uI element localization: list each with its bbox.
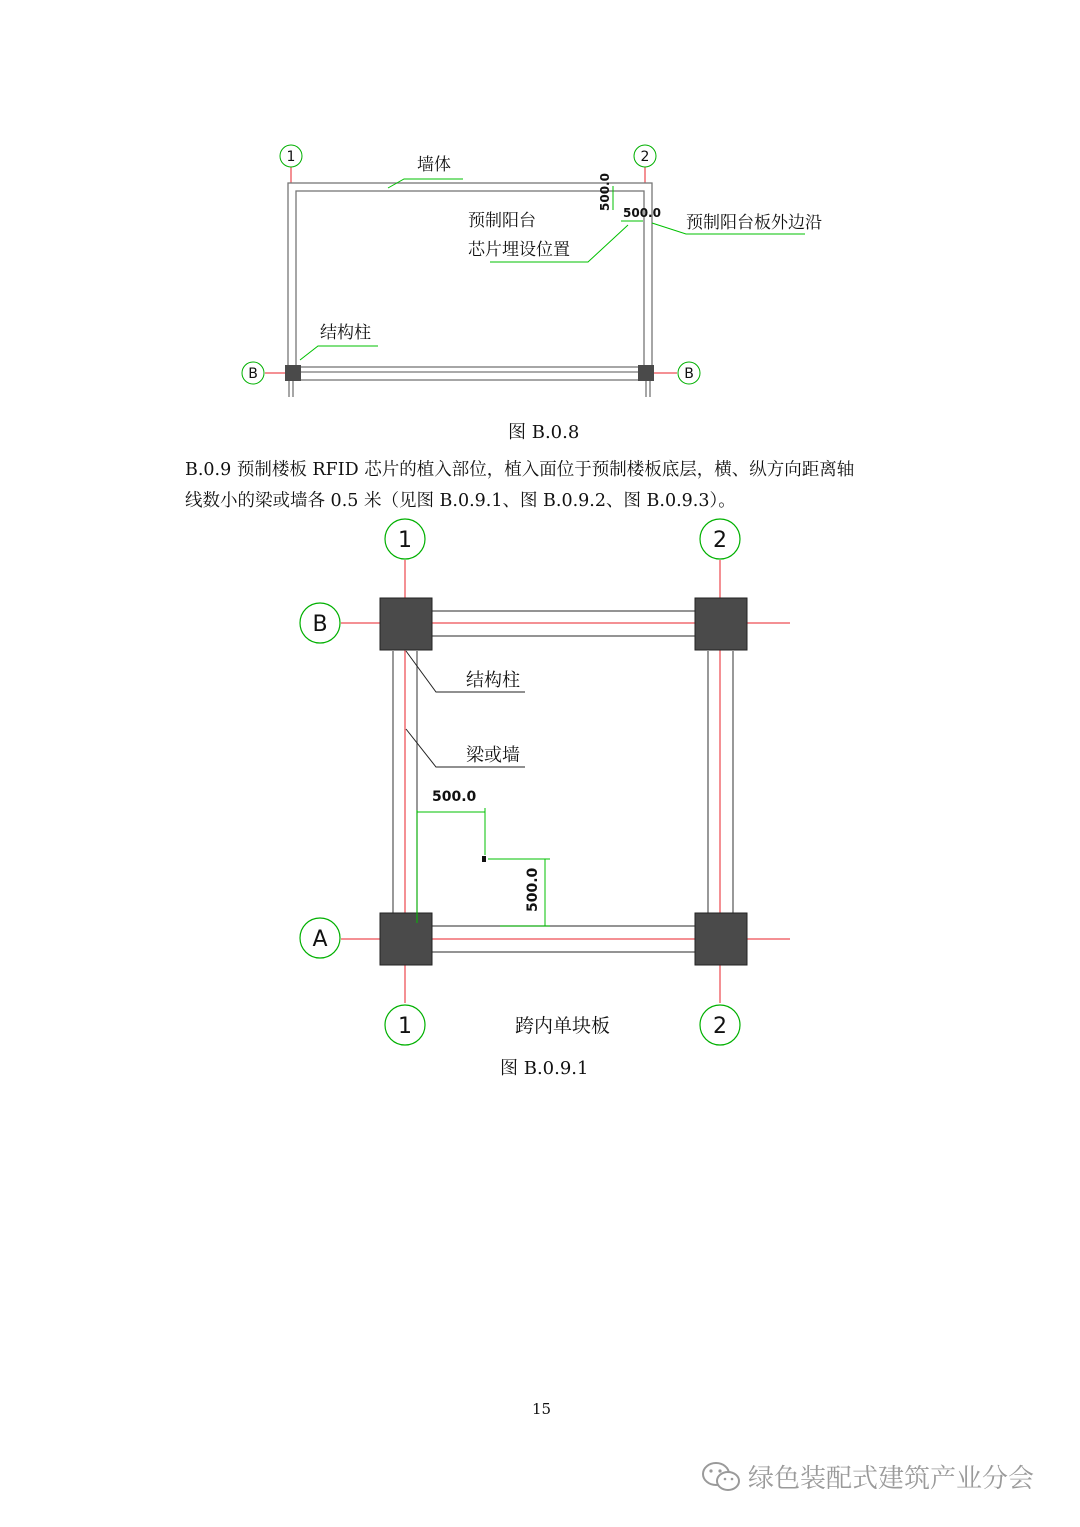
axis-label-a: A: [312, 927, 328, 952]
axis-label-2-bottom: 2: [713, 1014, 727, 1039]
column-br: [695, 913, 747, 965]
axis-label-1-top: 1: [398, 528, 412, 553]
axis-label-b-right: B: [684, 366, 694, 382]
dim-vertical-label: 500.0: [598, 173, 612, 211]
axis-label-b: B: [312, 612, 328, 637]
watermark-text: 绿色装配式建筑产业分会: [748, 1464, 1035, 1494]
wechat-icon: [700, 1460, 742, 1494]
axis-label-2-top: 2: [713, 528, 727, 553]
axis-label-2: 2: [640, 149, 650, 165]
label-chip-line1: 预制阳台: [468, 211, 536, 231]
label-column: 结构柱: [466, 670, 520, 691]
label-column: 结构柱: [320, 323, 371, 343]
axis-label-b-left: B: [248, 366, 258, 382]
label-outer-edge: 预制阳台板外边沿: [686, 213, 822, 233]
dim-horizontal-label: 500.0: [623, 206, 661, 220]
figure-b-0-8: [230, 135, 870, 405]
leader-lines: [300, 179, 805, 360]
column-br: [638, 365, 654, 381]
label-span-note: 跨内单块板: [515, 1015, 611, 1037]
watermark: [700, 1458, 1034, 1495]
page-number: 15: [532, 1400, 552, 1418]
caption-b-0-8: 图 B.0.8: [508, 422, 580, 443]
paragraph-line-1: B.0.9 预制楼板 RFID 芯片的植入部位，植入面位于预制楼板底层，横、纵方向距离轴: [185, 460, 855, 480]
column-bl: [285, 365, 301, 381]
paragraph-b-0-9: [185, 455, 905, 517]
label-chip-line2: 芯片埋设位置: [468, 240, 570, 260]
dim-vertical-label: 500.0: [525, 867, 541, 912]
dim-horizontal-label: 500.0: [432, 789, 477, 805]
label-beam-wall: 梁或墙: [466, 745, 520, 766]
axis-label-1-bottom: 1: [398, 1014, 412, 1039]
figure-b-0-9-1: [290, 510, 800, 1055]
column-tr: [695, 598, 747, 650]
paragraph-line-2: 线数小的梁或墙各 0.5 米（见图 B.0.9.1、图 B.0.9.2、图 B.0.9.3）。: [185, 491, 736, 511]
chip-marker: [482, 856, 486, 862]
column-bl: [380, 913, 432, 965]
label-wall: 墙体: [417, 155, 451, 175]
caption-b-0-9-1: 图 B.0.9.1: [500, 1058, 589, 1079]
beam-walls: [393, 611, 733, 952]
axis-label-1: 1: [286, 149, 296, 165]
column-tl: [380, 598, 432, 650]
